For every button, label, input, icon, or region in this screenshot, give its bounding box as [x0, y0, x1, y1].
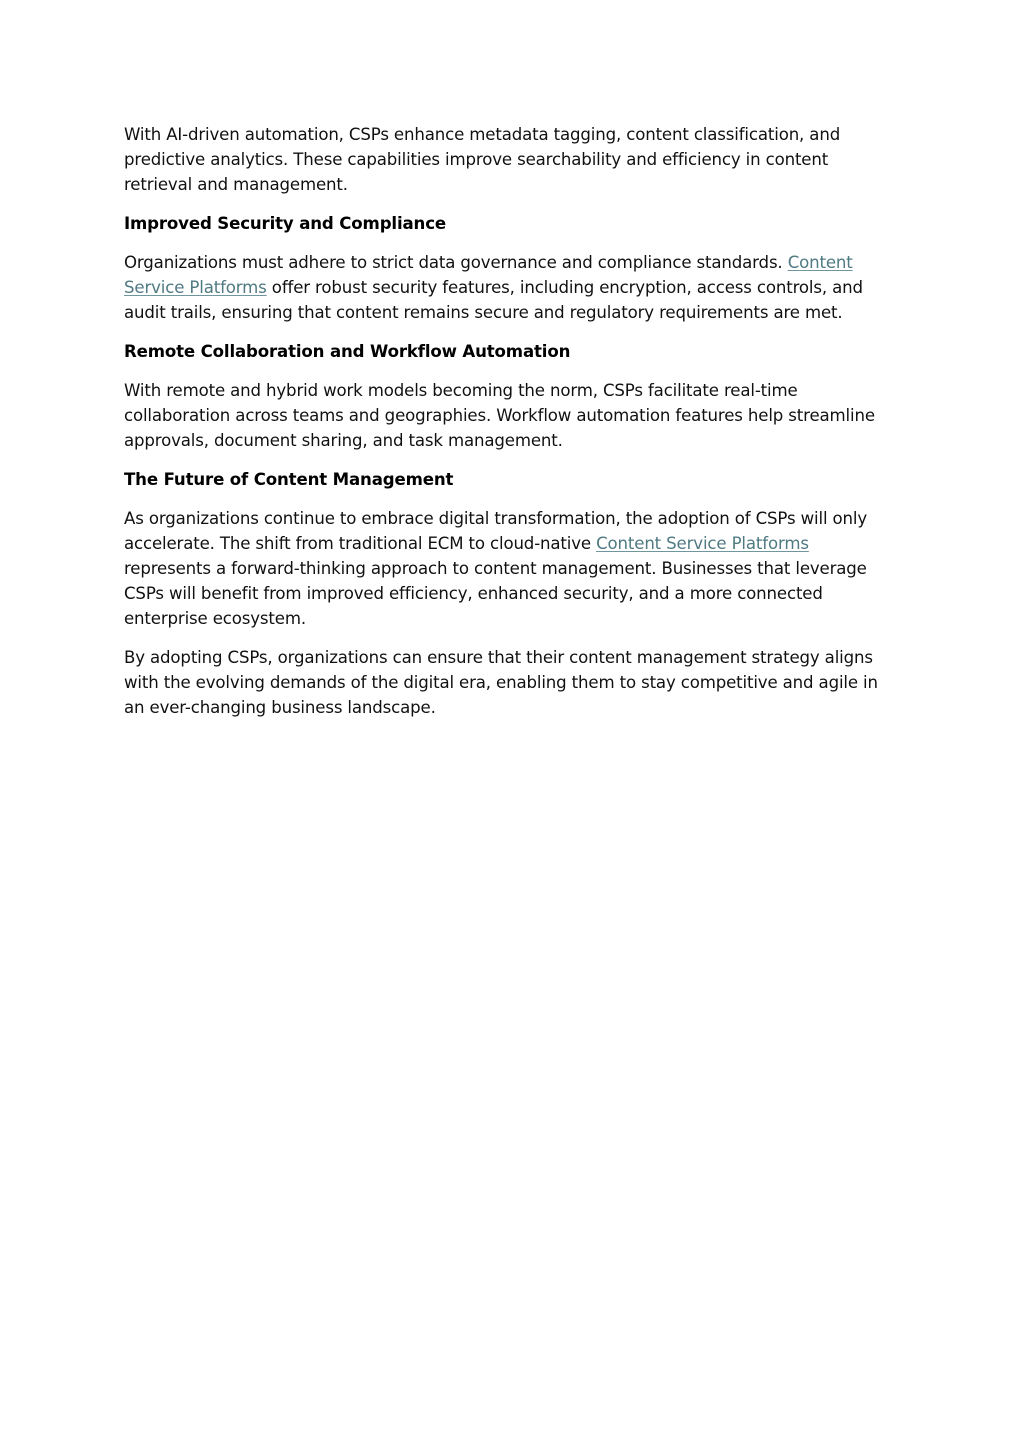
paragraph-security [124, 250, 899, 325]
paragraph-future-text-start: As organizations continue to embrace digital transformation, the adoption of CSPs will only accelerate. The shift from traditional ECM to cloud-native [124, 509, 868, 553]
heading-future-content-management: The Future of Content Management [124, 470, 454, 489]
paragraph-future-text-end: represents a forward-thinking approach to content management. Businesses that leverage CSPs will benefit from improved efficiency, enhanced security, and a more connected enterprise ecosystem. [124, 559, 867, 628]
paragraph-security-text-start: Organizations must adhere to strict data governance and compliance standards. [124, 253, 788, 272]
content-service-platforms-link-2[interactable]: Content Service Platforms [596, 534, 809, 553]
paragraph-ai-automation: With AI-driven automation, CSPs enhance metadata tagging, content classification, and predictive analytics. These capabilities improve searchability and efficiency in content retrieval and management. [124, 125, 841, 194]
paragraph-future [124, 506, 899, 631]
heading-remote-collaboration: Remote Collaboration and Workflow Automation [124, 342, 571, 361]
paragraph-remote-collaboration: With remote and hybrid work models becoming the norm, CSPs facilitate real-time collaboration across teams and geographies. Workflow automation features help streamline approvals, document sharing, and task management. [124, 381, 875, 450]
document-body [124, 122, 899, 734]
paragraph-conclusion: By adopting CSPs, organizations can ensure that their content management strategy aligns with the evolving demands of the digital era, enabling them to stay competitive and agile in an ever-changing business landscape. [124, 648, 878, 717]
paragraph-security-text-end: offer robust security features, including encryption, access controls, and audit trails, ensuring that content remains secure and regulatory requirements are met. [124, 278, 863, 322]
heading-security-compliance: Improved Security and Compliance [124, 214, 446, 233]
content-service-platforms-link[interactable]: Content Service Platforms [124, 253, 853, 297]
